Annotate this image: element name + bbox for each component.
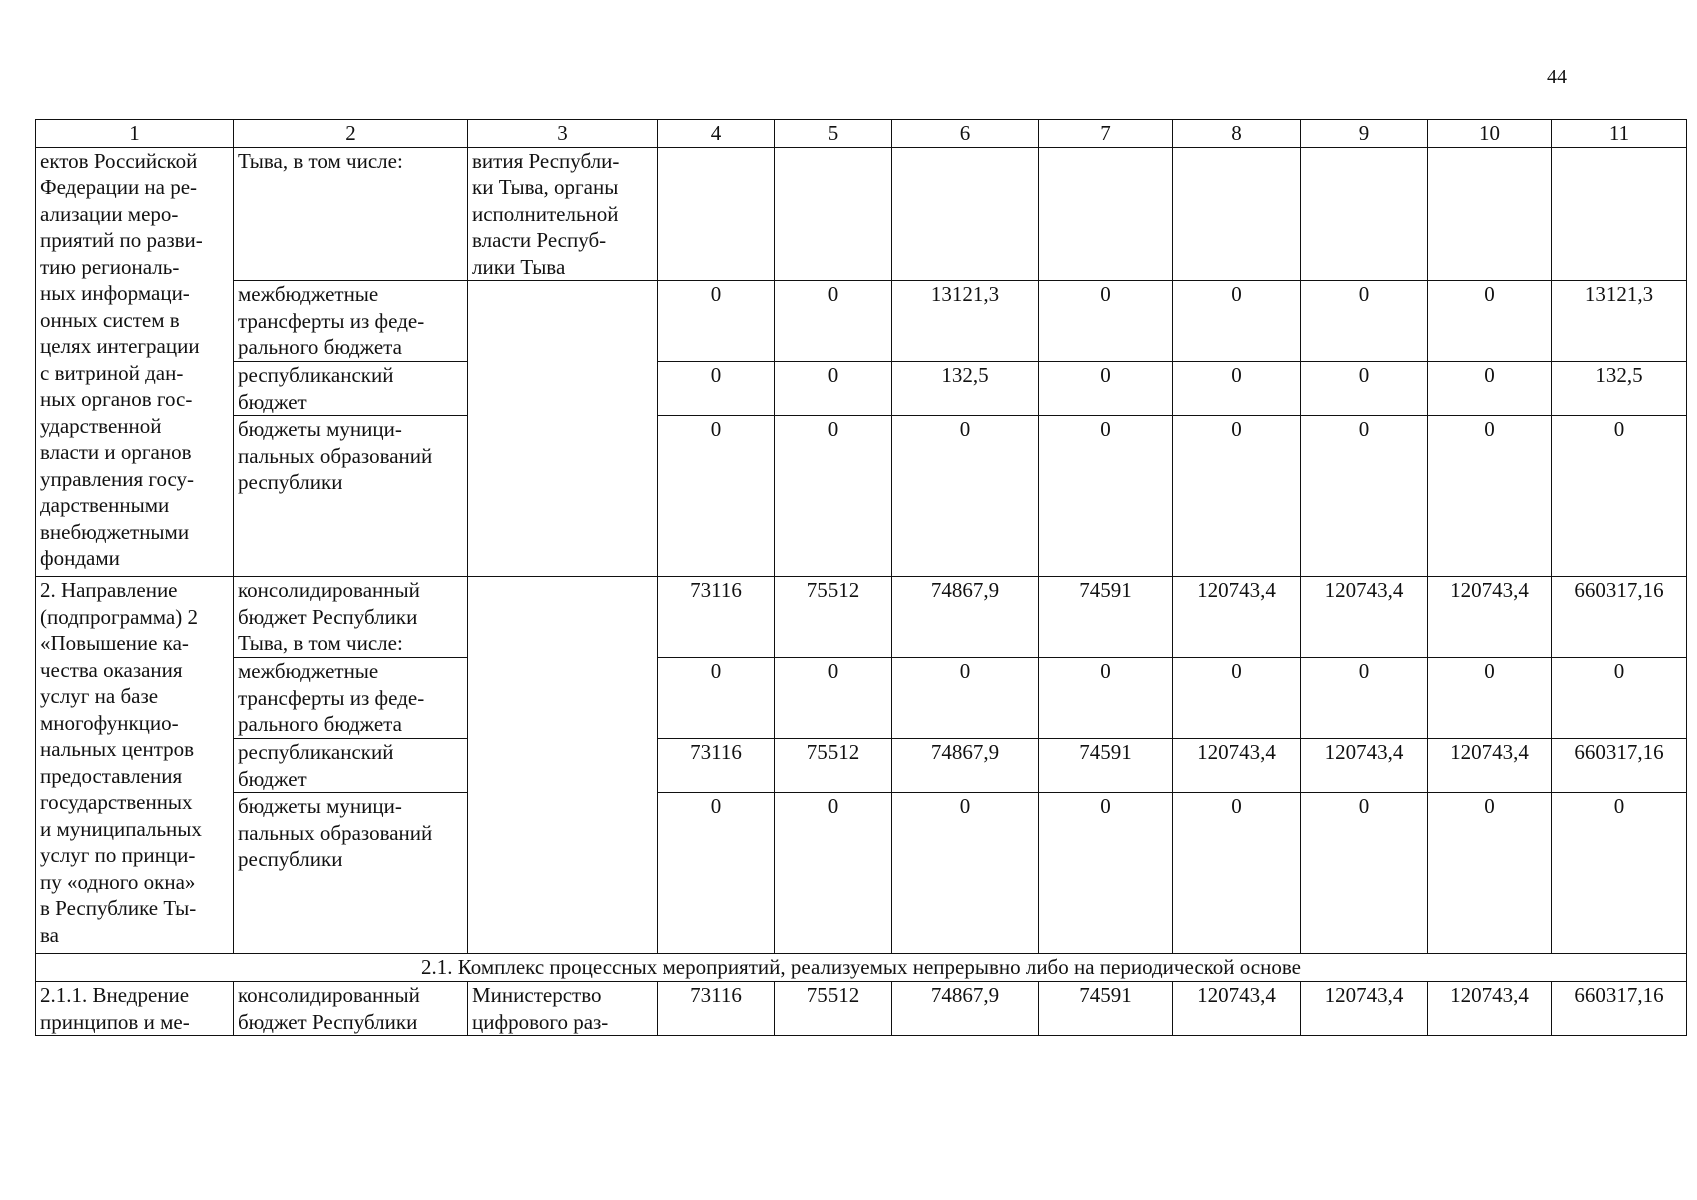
page-number: 44 (1547, 66, 1567, 88)
value-cell (1428, 147, 1552, 281)
value-cell: 0 (1552, 416, 1687, 577)
table-row (36, 281, 1687, 362)
column-number-row (36, 120, 1687, 148)
value-cell (775, 147, 892, 281)
value-cell: 660317,16 (1552, 982, 1687, 1036)
value-cell: 0 (658, 658, 775, 739)
executor-cell: Министерство цифрового раз- (468, 982, 658, 1036)
column-header: 5 (775, 120, 892, 148)
funding-source-cell: консолидированный бюджет Республики Тыва, в том числе: (234, 577, 468, 658)
column-header: 10 (1428, 120, 1552, 148)
value-cell: 0 (1428, 793, 1552, 954)
value-cell: 120743,4 (1301, 577, 1428, 658)
value-cell: 120743,4 (1428, 577, 1552, 658)
value-cell: 0 (1552, 793, 1687, 954)
value-cell: 0 (658, 416, 775, 577)
column-header: 2 (234, 120, 468, 148)
value-cell: 0 (1301, 658, 1428, 739)
section-title: 2.1. Комплекс процессных мероприятий, реализуемых непрерывно либо на периодической основе (36, 954, 1687, 982)
value-cell: 120743,4 (1173, 739, 1301, 793)
value-cell: 0 (1428, 658, 1552, 739)
value-cell (1039, 147, 1173, 281)
table-row (36, 577, 1687, 658)
value-cell: 660317,16 (1552, 577, 1687, 658)
value-cell: 120743,4 (1428, 739, 1552, 793)
column-header: 6 (892, 120, 1039, 148)
value-cell: 74867,9 (892, 739, 1039, 793)
funding-source-cell: бюджеты муници- пальных образований республики (234, 793, 468, 954)
value-cell: 0 (1039, 793, 1173, 954)
column-header: 11 (1552, 120, 1687, 148)
value-cell: 0 (775, 793, 892, 954)
funding-source-cell: республиканский бюджет (234, 739, 468, 793)
value-cell: 0 (775, 362, 892, 416)
program-name-cell: 2. Направление (подпрограмма) 2 «Повышение ка- чества оказания услуг на базе многофункцио- нальных центров предоставления государственных и муниципальных услуг по принци- пу «одного окна» в Республике Ты- ва (36, 577, 234, 954)
value-cell: 0 (658, 362, 775, 416)
column-header: 7 (1039, 120, 1173, 148)
value-cell: 0 (892, 793, 1039, 954)
value-cell: 73116 (658, 982, 775, 1036)
value-cell: 0 (1301, 416, 1428, 577)
value-cell: 0 (658, 793, 775, 954)
value-cell (892, 147, 1039, 281)
value-cell: 0 (892, 658, 1039, 739)
value-cell: 0 (775, 281, 892, 362)
column-header: 9 (1301, 120, 1428, 148)
value-cell: 0 (1173, 416, 1301, 577)
table-row (36, 982, 1687, 1036)
value-cell: 0 (1039, 416, 1173, 577)
value-cell: 0 (775, 416, 892, 577)
column-header: 8 (1173, 120, 1301, 148)
table-row (36, 739, 1687, 793)
executor-cell (468, 577, 658, 954)
budget-table (35, 119, 1687, 1036)
value-cell: 74591 (1039, 982, 1173, 1036)
value-cell: 0 (1039, 362, 1173, 416)
table-row (36, 147, 1687, 281)
value-cell: 0 (1173, 793, 1301, 954)
funding-source-cell: бюджеты муници- пальных образований республики (234, 416, 468, 577)
value-cell: 75512 (775, 739, 892, 793)
funding-source-cell: консолидированный бюджет Республики (234, 982, 468, 1036)
value-cell: 0 (1173, 658, 1301, 739)
value-cell: 13121,3 (892, 281, 1039, 362)
value-cell: 120743,4 (1173, 577, 1301, 658)
value-cell: 0 (1301, 793, 1428, 954)
executor-cell: вития Республи- ки Тыва, органы исполнительной власти Респуб- лики Тыва (468, 147, 658, 281)
value-cell: 0 (1039, 658, 1173, 739)
value-cell: 75512 (775, 982, 892, 1036)
value-cell: 74867,9 (892, 982, 1039, 1036)
value-cell: 0 (1428, 362, 1552, 416)
column-header: 4 (658, 120, 775, 148)
value-cell: 120743,4 (1173, 982, 1301, 1036)
value-cell: 75512 (775, 577, 892, 658)
value-cell: 74867,9 (892, 577, 1039, 658)
value-cell: 120743,4 (1428, 982, 1552, 1036)
value-cell: 0 (1039, 281, 1173, 362)
value-cell (1552, 147, 1687, 281)
value-cell: 660317,16 (1552, 739, 1687, 793)
value-cell: 132,5 (892, 362, 1039, 416)
value-cell: 13121,3 (1552, 281, 1687, 362)
table-row (36, 416, 1687, 577)
table-row (36, 362, 1687, 416)
value-cell: 74591 (1039, 577, 1173, 658)
value-cell: 120743,4 (1301, 982, 1428, 1036)
value-cell: 0 (1173, 362, 1301, 416)
column-header: 1 (36, 120, 234, 148)
value-cell: 0 (775, 658, 892, 739)
funding-source-cell: республиканский бюджет (234, 362, 468, 416)
funding-source-cell: межбюджетные трансферты из феде- рального бюджета (234, 281, 468, 362)
value-cell (1173, 147, 1301, 281)
funding-source-cell: межбюджетные трансферты из феде- рального бюджета (234, 658, 468, 739)
table-row (36, 658, 1687, 739)
value-cell (658, 147, 775, 281)
value-cell: 0 (892, 416, 1039, 577)
table-row (36, 793, 1687, 954)
value-cell: 73116 (658, 577, 775, 658)
value-cell: 0 (1301, 281, 1428, 362)
activity-name-cell: 2.1.1. Внедрение принципов и ме- (36, 982, 234, 1036)
value-cell: 0 (1552, 658, 1687, 739)
activity-name-cell: ектов Российской Федерации на ре- ализации меро- приятий по разви- тию региональ- ных информаци- онных систем в целях интеграции с витриной дан- ных органов гос- ударственной власти и органов управления госу- дарственными внебюджетными фондами (36, 147, 234, 577)
value-cell: 0 (1173, 281, 1301, 362)
value-cell: 0 (658, 281, 775, 362)
funding-source-cell: Тыва, в том числе: (234, 147, 468, 281)
value-cell: 74591 (1039, 739, 1173, 793)
value-cell: 0 (1428, 416, 1552, 577)
value-cell: 0 (1428, 281, 1552, 362)
value-cell: 120743,4 (1301, 739, 1428, 793)
value-cell: 0 (1301, 362, 1428, 416)
section-row (36, 954, 1687, 982)
value-cell (1301, 147, 1428, 281)
value-cell: 132,5 (1552, 362, 1687, 416)
column-header: 3 (468, 120, 658, 148)
value-cell: 73116 (658, 739, 775, 793)
executor-cell (468, 281, 658, 577)
